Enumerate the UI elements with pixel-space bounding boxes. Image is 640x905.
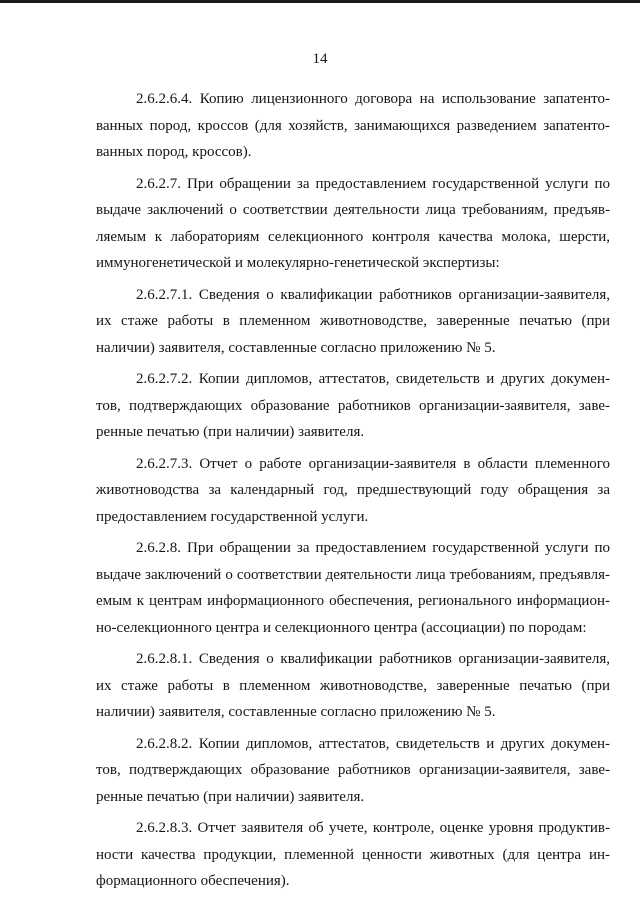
paragraph-2-6-2-6-4: 2.6.2.6.4. Копию лицензионного договора на использование запатентованных пород, кроссов (для хозяйств, занимающихся разведением запатентованных пород, кроссов). <box>96 91 610 160</box>
paragraph-2-6-2-7: 2.6.2.7. При обращении за предоставлением государственной услуги по выдаче заключений о соответствии деятельности лица требованиям, предъявляемым к лабораториям селекционного контроля качества молока, шерсти, иммуногенетической и молекулярно-генетической экспертизы: <box>96 175 610 271</box>
paragraph-2-6-2-8-1: 2.6.2.8.1. Сведения о квалификации работников организации-заявителя, их стаже работы в племенном животноводстве, заверенные печатью (при наличии) заявителя, составленные согласно приложению № 5. <box>96 651 610 720</box>
document-body <box>96 86 610 900</box>
paragraph-2-6-2-8: 2.6.2.8. При обращении за предоставлением государственной услуги по выдаче заключений о соответствии деятельности лица требованиям, предъявляемым к центрам информационного обеспечения, регионального информационно-селекционного центра и селекционного центра (ассоциации) по породам: <box>96 540 610 636</box>
paragraph-2-6-2-7-3: 2.6.2.7.3. Отчет о работе организации-заявителя в области племенного животноводства за календарный год, предшествующий году обращения за предоставлением государственной услуги. <box>96 455 610 525</box>
top-border-line <box>0 0 640 3</box>
paragraph-2-6-2-8-2: 2.6.2.8.2. Копии дипломов, аттестатов, свидетельств и других документов, подтверждающих образование работников организации-заявителя, заверенные печатью (при наличии) заявителя. <box>96 735 610 805</box>
paragraph-2-6-2-7-1: 2.6.2.7.1. Сведения о квалификации работников организации-заявителя, их стаже работы в племенном животноводстве, заверенные печатью (при наличии) заявителя, составленные согласно приложению № 5. <box>96 286 610 356</box>
paragraph-2-6-2-7-2: 2.6.2.7.2. Копии дипломов, аттестатов, свидетельств и других документов, подтверждающих образование работников организации-заявителя, заверенные печатью (при наличии) заявителя. <box>96 371 610 440</box>
paragraph-2-6-2-8-3: 2.6.2.8.3. Отчет заявителя об учете, контроле, оценке уровня продуктивности качества продукции, племенной ценности животных (для центра информационного обеспечения). <box>96 820 610 889</box>
page-number: 14 <box>312 51 328 67</box>
